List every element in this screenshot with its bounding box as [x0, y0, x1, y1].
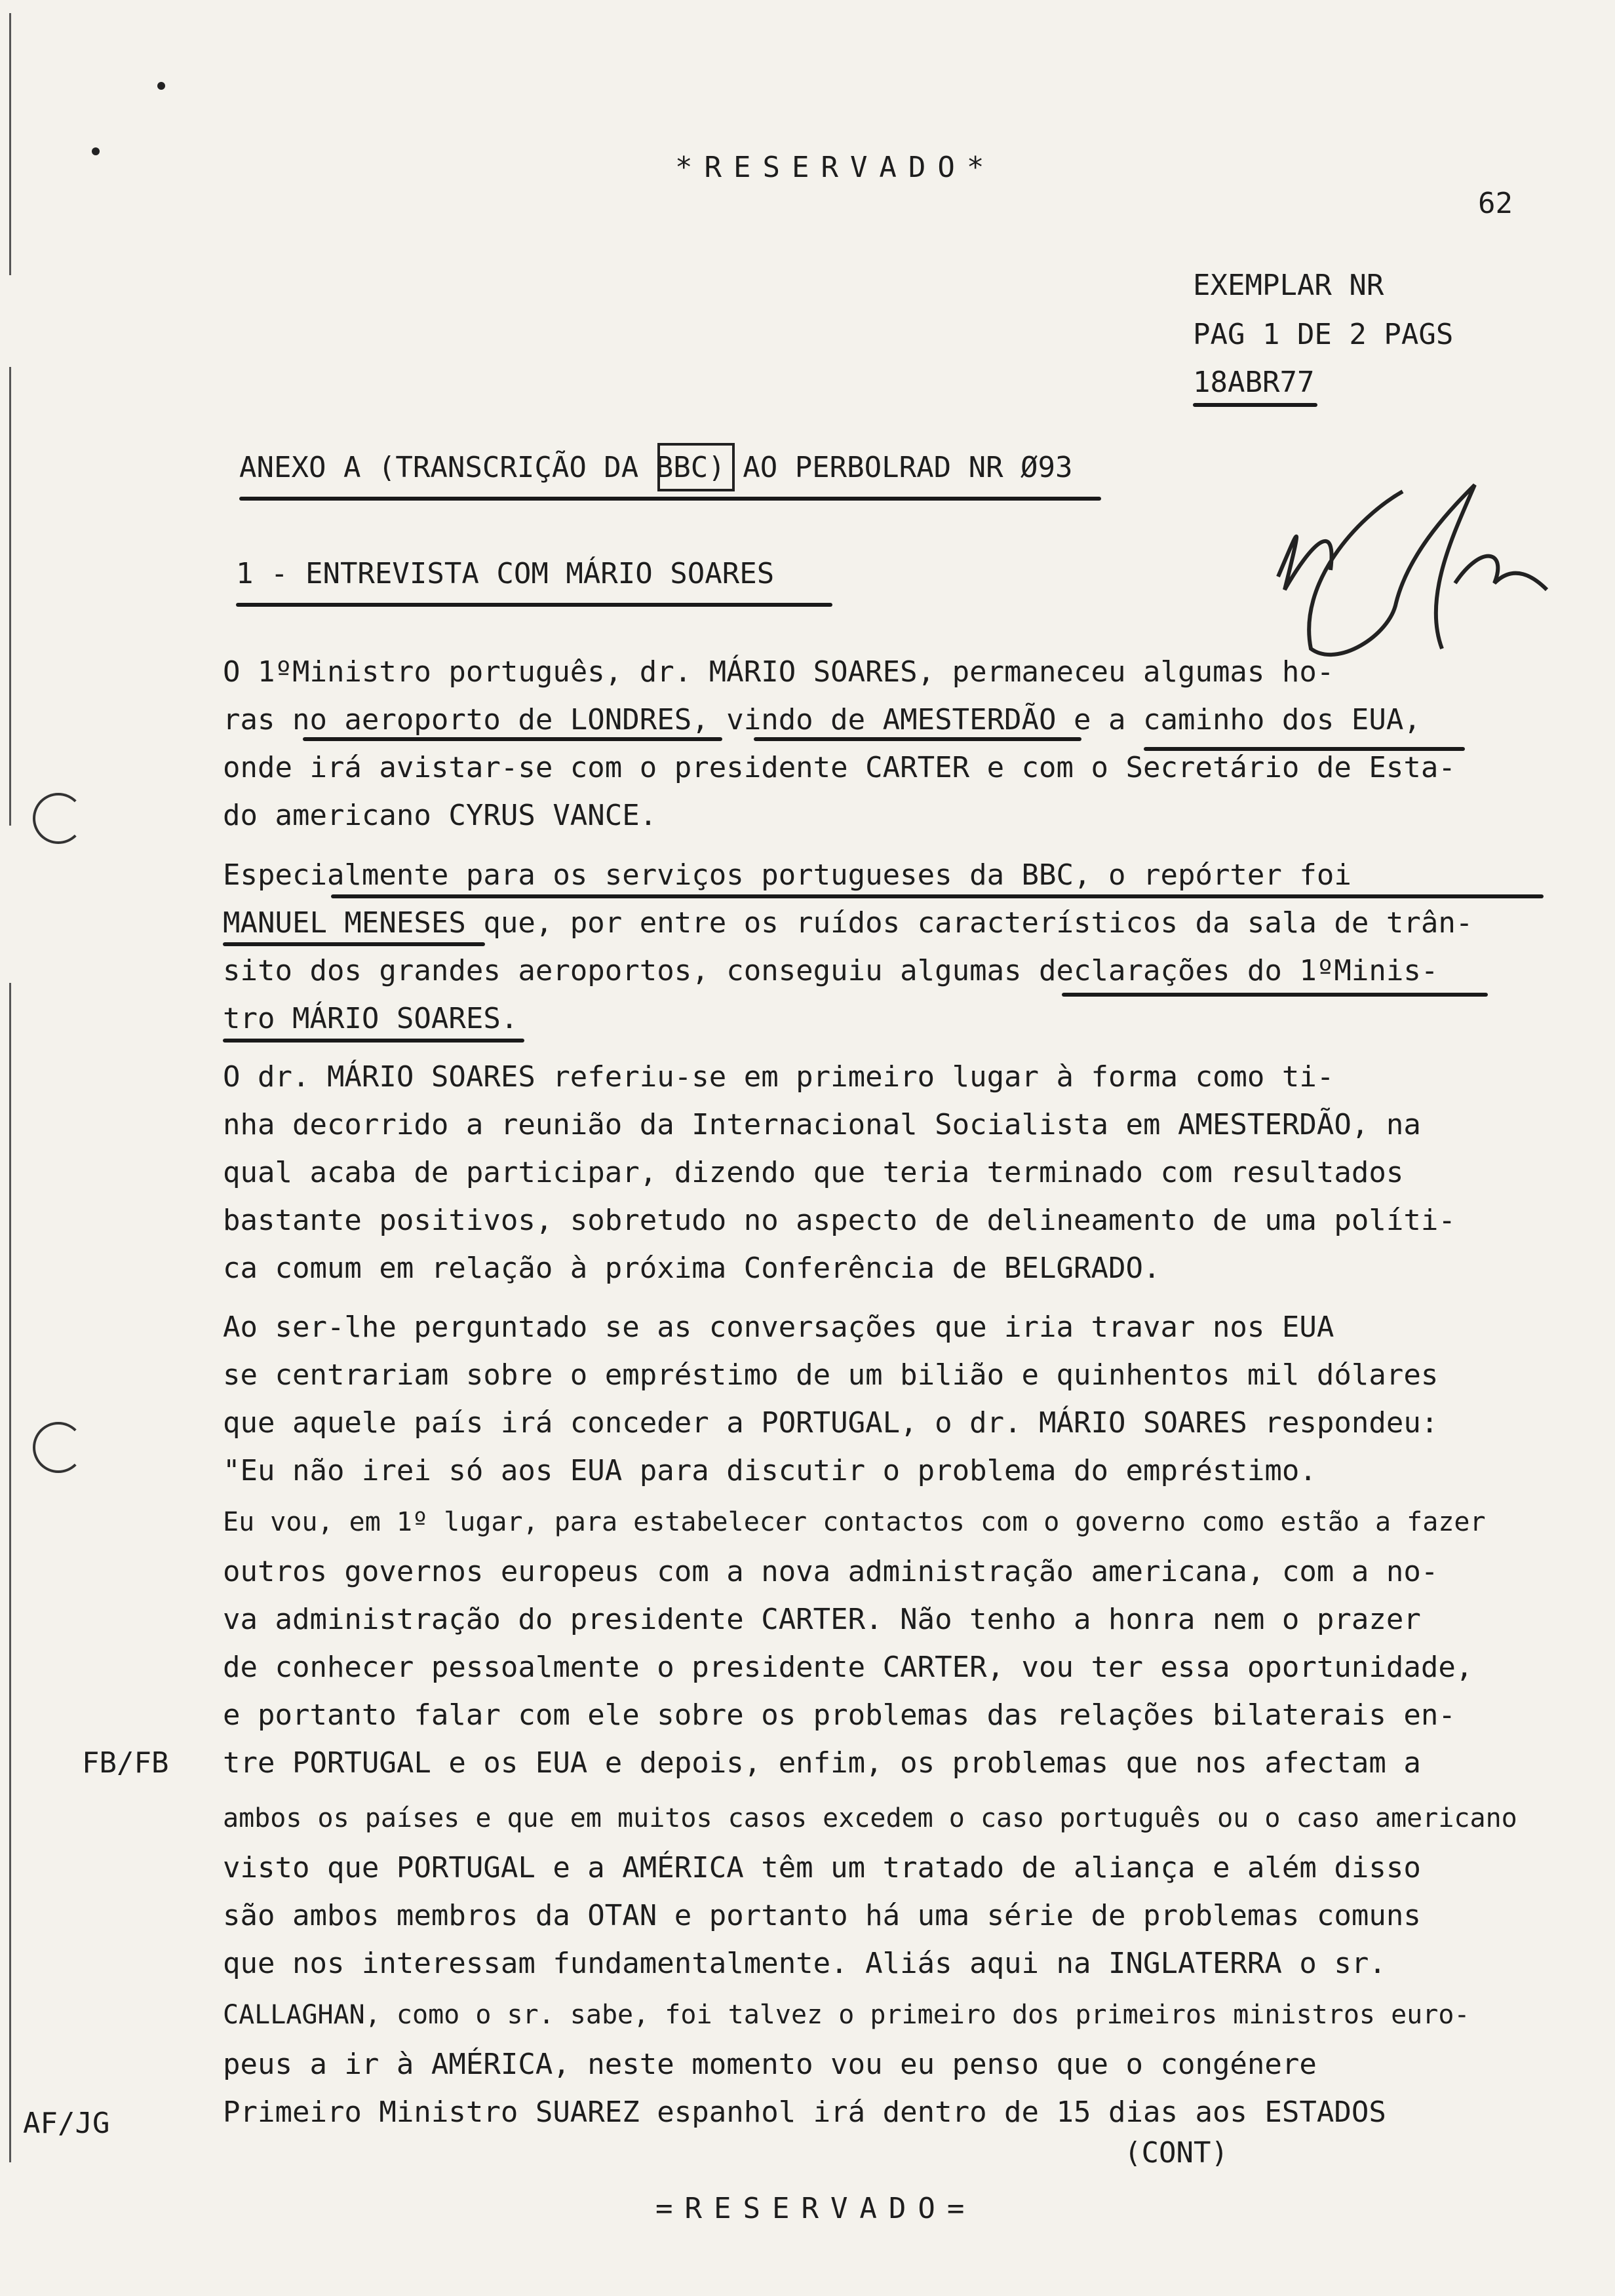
- classification-bottom: =RESERVADO=: [655, 2192, 977, 2225]
- body-line: Ao ser-lhe perguntado se as conversações que iria travar nos EUA: [223, 1311, 1334, 1344]
- body-line: do americano CYRUS VANCE.: [223, 799, 657, 832]
- text-underline: [331, 894, 1544, 898]
- body-line: ca comum em relação à próxima Conferência de BELGRADO.: [223, 1252, 1161, 1285]
- margin-initials: FB/FB: [82, 1746, 169, 1780]
- body-line: onde irá avistar-se com o presidente CARTER e com o Secretário de Esta-: [223, 751, 1456, 784]
- body-line: Primeiro Ministro SUAREZ espanhol irá dentro de 15 dias aos ESTADOS: [223, 2095, 1386, 2129]
- margin-rule: [9, 983, 11, 2162]
- margin-rule: [9, 367, 11, 826]
- text-underline: [1062, 993, 1488, 997]
- body-line: O 1ºMinistro português, dr. MÁRIO SOARES, permaneceu algumas ho-: [223, 655, 1334, 689]
- text-underline: [303, 737, 722, 741]
- body-line: que aquele país irá conceder a PORTUGAL, o dr. MÁRIO SOARES respondeu:: [223, 1406, 1439, 1440]
- body-line: Eu vou, em 1º lugar, para estabelecer contactos com o governo como estão a fazer: [223, 1507, 1486, 1537]
- body-line: sito dos grandes aeroportos, conseguiu algumas declarações do 1ºMinis-: [223, 954, 1439, 987]
- page-number: 62: [1478, 187, 1513, 220]
- margin-rule: [9, 13, 11, 275]
- date-underline: [1193, 403, 1317, 407]
- body-line: ras no aeroporto de LONDRES, vindo de AMESTERDÃO e a caminho dos EUA,: [223, 703, 1421, 737]
- page-count: PAG 1 DE 2 PAGS: [1193, 318, 1454, 351]
- body-line: e portanto falar com ele sobre os problemas das relações bilaterais en-: [223, 1698, 1456, 1732]
- text-underline: [754, 737, 1081, 741]
- body-line: tre PORTUGAL e os EUA e depois, enfim, os problemas que nos afectam a: [223, 1746, 1421, 1780]
- body-line: que nos interessam fundamentalmente. Aliás aqui na INGLATERRA o sr.: [223, 1947, 1386, 1980]
- ink-dot: [92, 147, 100, 155]
- body-line: va administração do presidente CARTER. Não tenho a honra nem o prazer: [223, 1603, 1421, 1636]
- body-line: peus a ir à AMÉRICA, neste momento vou eu penso que o congénere: [223, 2048, 1317, 2081]
- body-line: O dr. MÁRIO SOARES referiu-se em primeiro lugar à forma como ti-: [223, 1060, 1334, 1094]
- body-line: outros governos europeus com a nova administração americana, com a no-: [223, 1555, 1439, 1588]
- body-line: ambos os países e que em muitos casos excedem o caso português ou o caso americano: [223, 1803, 1517, 1833]
- annex-title-underline: [239, 497, 1101, 501]
- section-title-underline: [236, 603, 832, 607]
- bbc-highlight-box: [657, 443, 735, 491]
- document-date: 18ABR77: [1193, 366, 1315, 399]
- body-line: visto que PORTUGAL e a AMÉRICA têm um tratado de aliança e além disso: [223, 1851, 1421, 1885]
- body-line: são ambos membros da OTAN e portanto há uma série de problemas comuns: [223, 1899, 1421, 1932]
- margin-initials: AF/JG: [23, 2107, 110, 2140]
- body-line: nha decorrido a reunião da Internacional Socialista em AMESTERDÃO, na: [223, 1108, 1421, 1141]
- ink-dot: [157, 82, 165, 90]
- body-line: "Eu não irei só aos EUA para discutir o problema do empréstimo.: [223, 1454, 1317, 1487]
- punch-hole: [33, 793, 84, 844]
- body-line: de conhecer pessoalmente o presidente CARTER, vou ter essa oportunidade,: [223, 1651, 1473, 1684]
- handwritten-signature: [1258, 452, 1560, 675]
- text-underline: [223, 1039, 524, 1043]
- text-underline: [1144, 747, 1465, 751]
- body-line: se centrariam sobre o empréstimo de um bilião e quinhentos mil dólares: [223, 1358, 1439, 1392]
- annex-title: ANEXO A (TRANSCRIÇÃO DA BBC) AO PERBOLRAD NR Ø93: [239, 451, 1073, 484]
- exemplar-label: EXEMPLAR NR: [1193, 269, 1384, 302]
- classification-top: *RESERVADO*: [675, 151, 996, 184]
- body-line: tro MÁRIO SOARES.: [223, 1002, 518, 1035]
- body-line: qual acaba de participar, dizendo que teria terminado com resultados: [223, 1156, 1404, 1189]
- body-line: MANUEL MENESES que, por entre os ruídos característicos da sala de trân-: [223, 906, 1473, 940]
- body-line: CALLAGHAN, como o sr. sabe, foi talvez o primeiro dos primeiros ministros euro-: [223, 2000, 1470, 2030]
- section-title: 1 - ENTREVISTA COM MÁRIO SOARES: [236, 557, 775, 590]
- body-line: bastante positivos, sobretudo no aspecto de delineamento de uma políti-: [223, 1204, 1456, 1237]
- text-underline: [223, 942, 485, 946]
- punch-hole: [33, 1422, 84, 1473]
- continuation-marker: (CONT): [1124, 2136, 1228, 2170]
- body-line: Especialmente para os serviços portugueses da BBC, o repórter foi: [223, 858, 1352, 892]
